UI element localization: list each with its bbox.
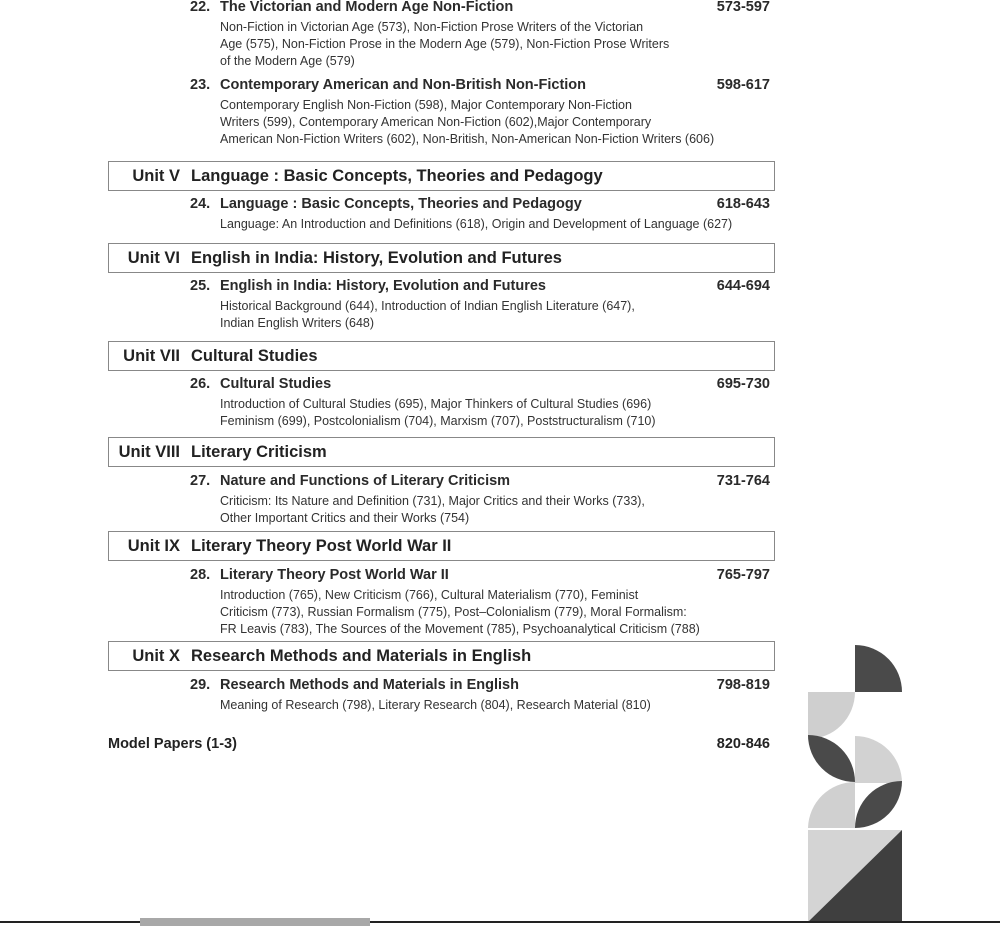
- chapter-number: 22.: [190, 0, 211, 15]
- model-papers-label: Model Papers (1-3): [108, 736, 237, 752]
- unit-label: Unit VII: [123, 347, 180, 365]
- dark-quarter-circle: [855, 645, 902, 692]
- chapter-number: 24.: [190, 196, 211, 212]
- chapter-entry-27: [190, 473, 770, 527]
- model-papers-pages: 820-846: [716, 736, 770, 752]
- decorative-geometric-graphic: [800, 640, 905, 925]
- unit-header-ix: [108, 531, 775, 561]
- description-line: Other Important Critics and their Works (754): [220, 511, 470, 525]
- chapter-pages: 618-643: [716, 196, 770, 212]
- chapter-title: Literary Theory Post World War II: [220, 567, 449, 583]
- unit-header-v: [108, 161, 775, 191]
- chapter-number: 27.: [190, 473, 211, 489]
- description-line: Introduction of Cultural Studies (695), Major Thinkers of Cultural Studies (696): [220, 397, 652, 411]
- dark-leaf-shape: [855, 781, 902, 828]
- chapter-entry-23: [190, 77, 770, 148]
- chapter-number: 23.: [190, 77, 211, 93]
- description-line: Criticism: Its Nature and Definition (731), Major Critics and their Works (733),: [220, 494, 645, 508]
- chapter-number: 28.: [190, 567, 211, 583]
- description-line: American Non-Fiction Writers (602), Non-British, Non-American Non-Fiction Writers (606): [220, 132, 715, 146]
- chapter-description: [220, 396, 770, 430]
- unit-label: Unit VIII: [118, 443, 180, 461]
- chapter-entry-25: [190, 278, 770, 332]
- description-line: Historical Background (644), Introduction of Indian English Literature (647),: [220, 299, 635, 313]
- description-line: Feminism (699), Postcolonialism (704), Marxism (707), Poststructuralism (710): [220, 414, 656, 428]
- chapter-pages: 644-694: [716, 278, 770, 294]
- unit-title: Literary Theory Post World War II: [191, 537, 452, 555]
- unit-label: Unit IX: [127, 537, 180, 555]
- chapter-description: [220, 216, 770, 233]
- chapter-number: 29.: [190, 677, 211, 693]
- description-line: Meaning of Research (798), Literary Research (804), Research Material (810): [220, 698, 651, 712]
- chapter-pages: 598-617: [716, 77, 770, 93]
- unit-header-vii: [108, 341, 775, 371]
- description-line: Criticism (773), Russian Formalism (775), Post–Colonialism (779), Moral Formalism:: [220, 605, 687, 619]
- chapter-title: Nature and Functions of Literary Criticism: [220, 473, 511, 489]
- unit-title: Literary Criticism: [191, 443, 327, 461]
- description-line: Introduction (765), New Criticism (766), Cultural Materialism (770), Feminist: [220, 588, 639, 602]
- chapter-number: 26.: [190, 376, 211, 392]
- description-line: of the Modern Age (579): [220, 54, 355, 68]
- unit-header-vi: [108, 243, 775, 273]
- description-line: Writers (599), Contemporary American Non-Fiction (602),Major Contemporary: [220, 115, 652, 129]
- chapter-number: 25.: [190, 278, 211, 294]
- chapter-entry-28: [190, 567, 770, 638]
- chapter-pages: 695-730: [716, 376, 770, 392]
- unit-header-x: [108, 641, 775, 671]
- model-papers-entry: [108, 736, 770, 756]
- chapter-title: Contemporary American and Non-British Non-Fiction: [220, 77, 587, 93]
- chapter-title: Cultural Studies: [220, 376, 332, 392]
- description-line: Age (575), Non-Fiction Prose in the Modern Age (579), Non-Fiction Prose Writers: [220, 37, 670, 51]
- chapter-pages: 573-597: [716, 0, 770, 15]
- chapter-description: [220, 587, 770, 638]
- unit-title: Language : Basic Concepts, Theories and Pedagogy: [191, 167, 603, 185]
- chapter-description: [220, 493, 770, 527]
- unit-label: Unit VI: [127, 249, 180, 267]
- description-line: Non-Fiction in Victorian Age (573), Non-Fiction Prose Writers of the Victorian: [220, 20, 644, 34]
- chapter-description: [220, 697, 770, 714]
- chapter-pages: 765-797: [716, 567, 770, 583]
- chapter-title: Language : Basic Concepts, Theories and Pedagogy: [220, 196, 582, 212]
- unit-header-viii: [108, 437, 775, 467]
- chapter-description: [220, 97, 770, 148]
- unit-title: English in India: History, Evolution and Futures: [191, 249, 562, 267]
- description-line: Contemporary English Non-Fiction (598), Major Contemporary Non-Fiction: [220, 98, 632, 112]
- description-line: Language: An Introduction and Definitions (618), Origin and Development of Language (627): [220, 217, 733, 231]
- unit-title: Research Methods and Materials in English: [191, 647, 532, 665]
- chapter-title: English in India: History, Evolution and Futures: [220, 278, 546, 294]
- light-quarter-circle: [808, 782, 855, 828]
- unit-label: Unit X: [132, 647, 180, 665]
- chapter-entry-24: [190, 196, 770, 233]
- chapter-pages: 731-764: [716, 473, 770, 489]
- chapter-entry-26: [190, 376, 770, 430]
- unit-label: Unit V: [132, 167, 180, 185]
- chapter-title: Research Methods and Materials in English: [220, 677, 519, 693]
- chapter-description: [220, 298, 770, 332]
- chapter-title: The Victorian and Modern Age Non-Fiction: [220, 0, 514, 15]
- bottom-accent-bar: [140, 918, 370, 926]
- chapter-description: [220, 19, 770, 70]
- dark-leaf-shape: [808, 735, 855, 782]
- light-quarter-circle: [855, 736, 902, 783]
- description-line: Indian English Writers (648): [220, 316, 375, 330]
- chapter-entry-29: [190, 677, 770, 714]
- light-quarter-circle: [808, 692, 855, 739]
- unit-title: Cultural Studies: [191, 347, 318, 365]
- chapter-entry-22: [190, 0, 770, 70]
- description-line: FR Leavis (783), The Sources of the Movement (785), Psychoanalytical Criticism (788): [220, 622, 700, 636]
- chapter-pages: 798-819: [716, 677, 770, 693]
